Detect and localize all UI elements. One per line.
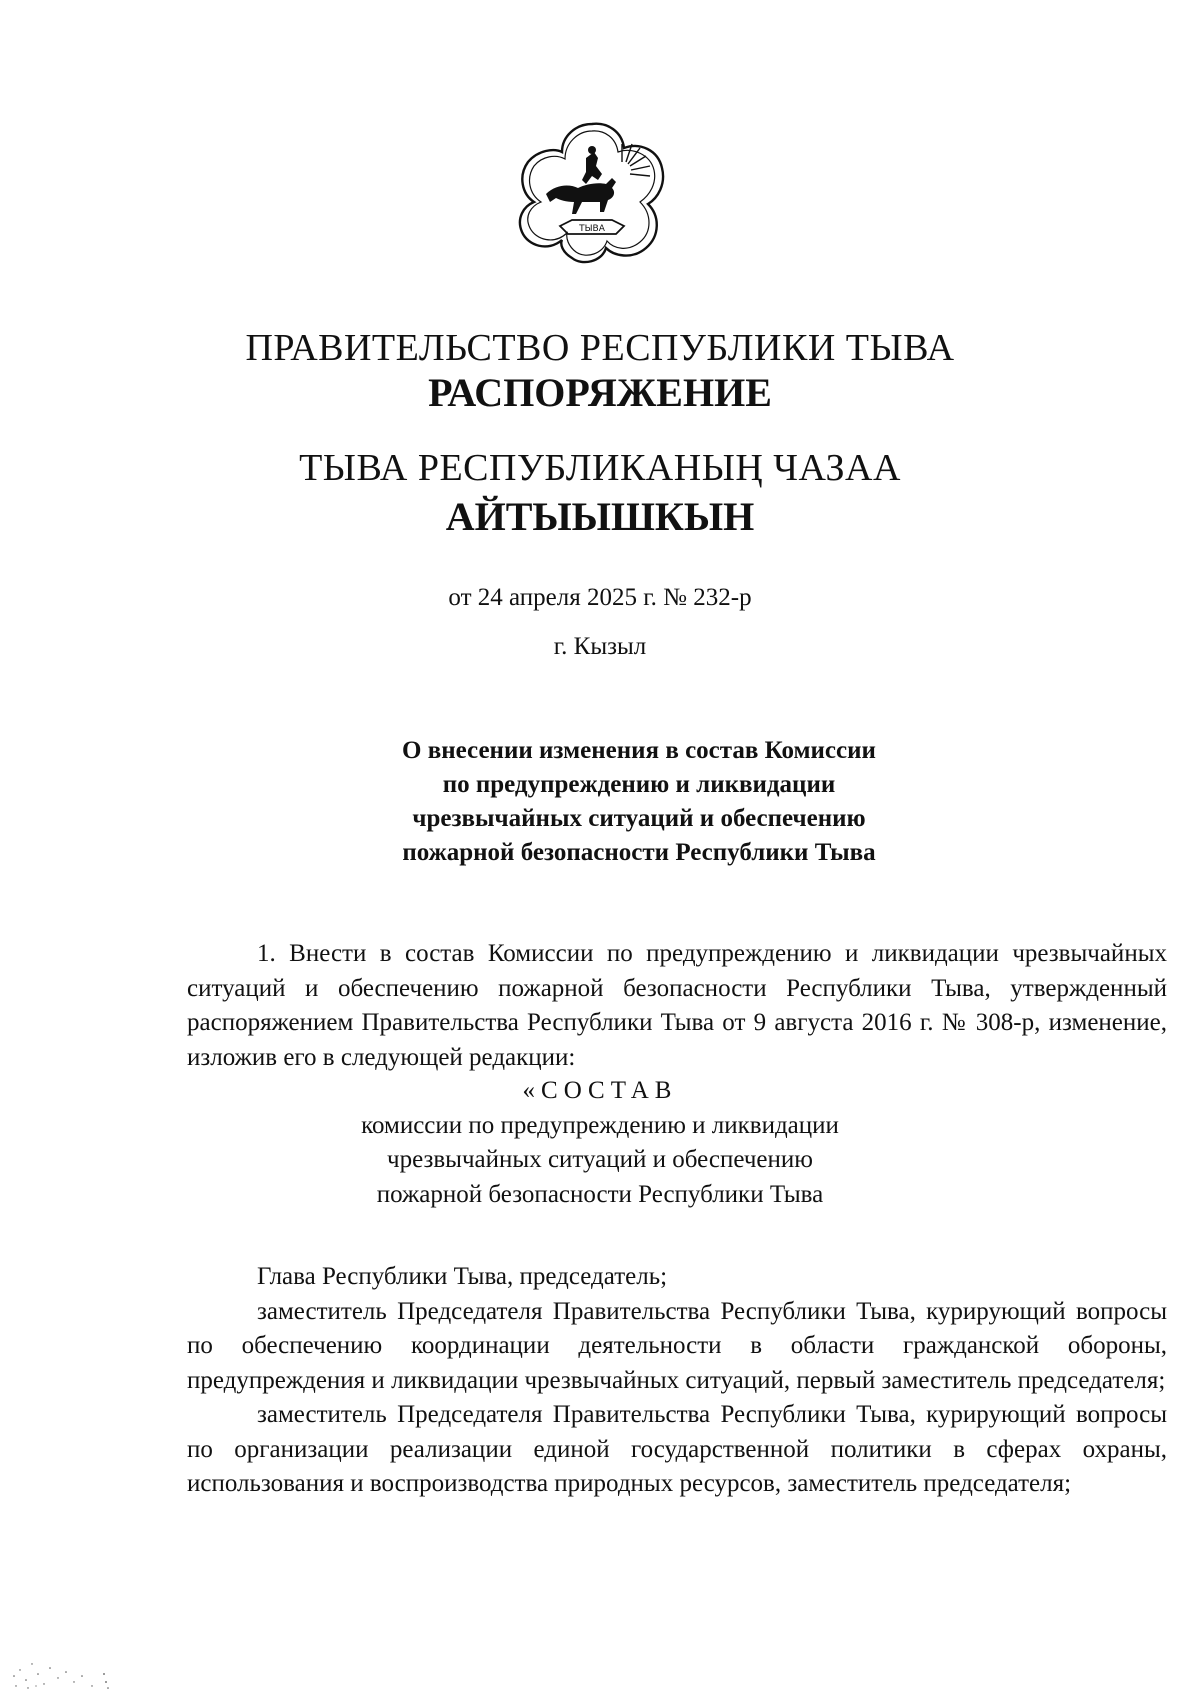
subject-line: по предупреждению и ликвидации [442,771,836,798]
composition-title: «СОСТАВ [522,1077,678,1104]
subject-line: О внесении изменения в состав Комиссии [402,737,876,764]
composition-heading [0,1074,1200,1212]
emblem-ribbon-text: ТЫВА [579,224,605,234]
tuva-coat-of-arms-icon [512,118,672,270]
body-paragraph-1-container [187,937,1167,1075]
document-subject [0,734,1200,870]
scan-noise-dots [8,1656,128,1692]
body-paragraph-1: 1. Внести в состав Комиссии по предупреждению и ликвидации чрезвычайных ситуаций и обеспечению пожарной безопасности Республики Тыва, утвержденный распоряжением Правительства Республики Тыва от 9 августа 2016 г. № 308-р, изменение, изложив его в следующей редакции: [187,940,1167,1071]
member-item: заместитель Председателя Правительства Республики Тыва, курирующий вопросы по организации реализации единой государственной политики в сферах охраны, использования и воспроизводства природных ресурсов, заместитель председателя; [187,1401,1167,1497]
document-date-number: от 24 апреля 2025 г. № 232-р [448,584,752,611]
members-list [187,1260,1167,1502]
composition-line: чрезвычайных ситуаций и обеспечению [387,1146,813,1173]
member-item: Глава Республики Тыва, председатель; [257,1263,668,1290]
subject-line: пожарной безопасности Республики Тыва [402,839,876,866]
member-item: заместитель Председателя Правительства Республики Тыва, курирующий вопросы по обеспечению координации деятельности в области гражданской обороны, предупреждения и ликвидации чрезвычайных ситуаций, первый заместитель председателя; [187,1297,1167,1394]
subject-line: чрезвычайных ситуаций и обеспечению [412,805,866,832]
composition-line: комиссии по предупреждению и ликвидации [361,1111,839,1139]
government-title-tyv: ТЫВА РЕСПУБЛИКАНЫҢ ЧАЗАА [299,447,901,489]
government-title-ru: ПРАВИТЕЛЬСТВО РЕСПУБЛИКИ ТЫВА [245,327,955,369]
document-city: г. Кызыл [553,633,647,660]
document-type-tyv: АЙТЫЫШКЫН [445,494,755,539]
document-type-ru: РАСПОРЯЖЕНИЕ [428,370,772,415]
composition-line: пожарной безопасности Республики Тыва [376,1180,824,1208]
